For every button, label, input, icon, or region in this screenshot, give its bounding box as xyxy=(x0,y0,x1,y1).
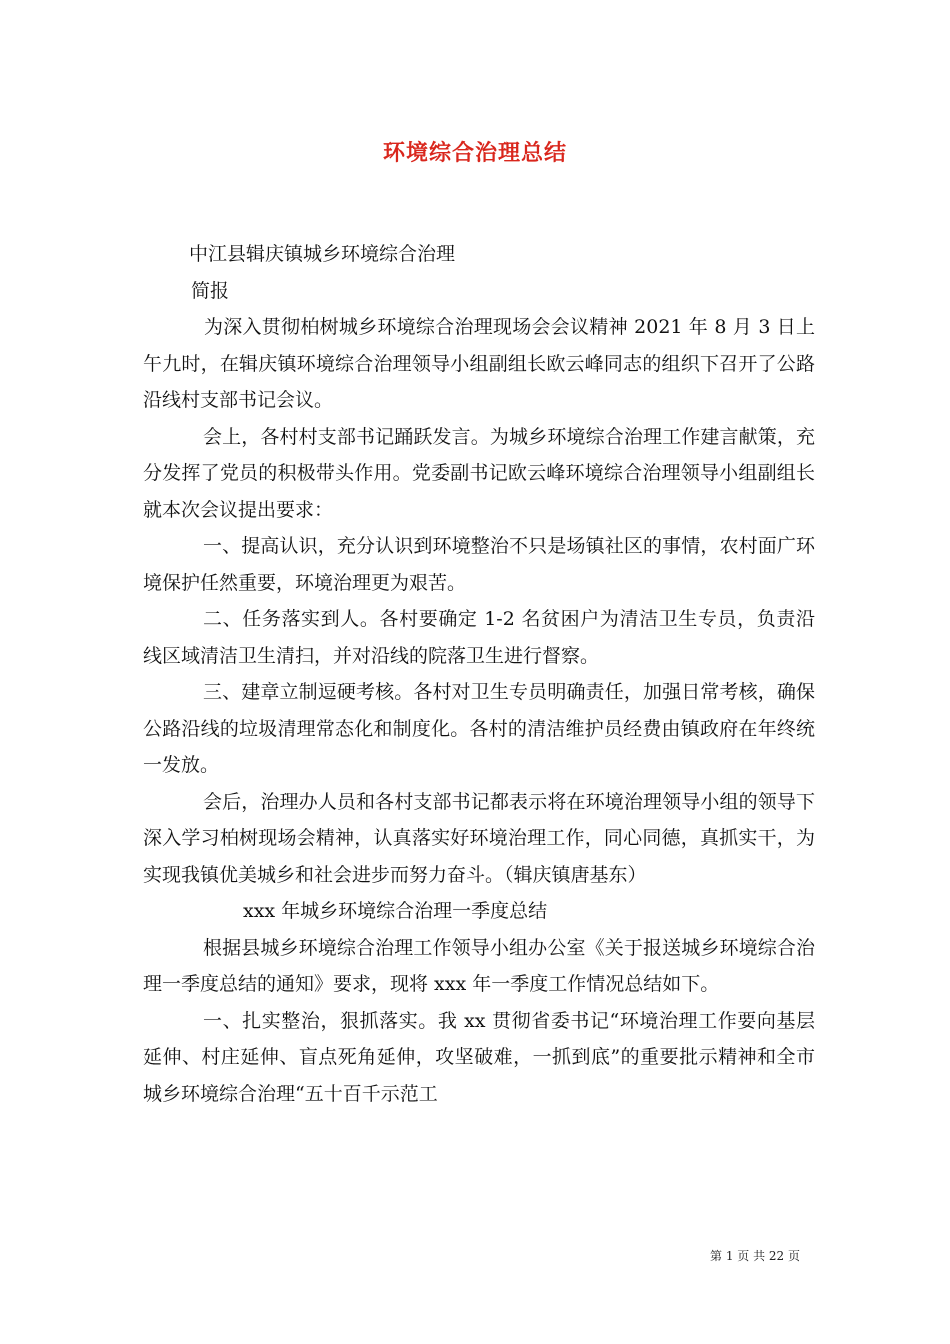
bulletin-subheading: 简报 xyxy=(191,279,230,302)
paragraph: 一、扎实整治，狠抓落实。我 xx 贯彻省委书记“环境治理工作要向基层延伸、村庄延伸、盲点死角延伸，攻坚破难，一抓到底”的重要批示精神和全市城乡环境综合治理“五十百千示范工 xyxy=(143,1009,815,1105)
paragraph: 根据县城乡环境综合治理工作领导小组办公室《关于报送城乡环境综合治理一季度总结的通知》要求，现将 xxx 年一季度工作情况总结如下。 xyxy=(143,936,815,995)
page-title: 环境综合治理总结 xyxy=(382,140,567,166)
document-body xyxy=(143,236,815,1112)
paragraph: 一、提高认识，充分认识到环境整治不只是场镇社区的事情，农村面广环境保护任然重要，环境治理更为艰苦。 xyxy=(143,535,815,594)
paragraph: 二、任务落实到人。各村要确定 1-2 名贫困户为清洁卫生专员，负责沿线区域清洁卫生清扫，并对沿线的院落卫生进行督察。 xyxy=(143,608,815,667)
paragraph: 会后，治理办人员和各村支部书记都表示将在环境治理领导小组的领导下深入学习柏树现场会精神，认真落实好环境治理工作，同心同德，真抓实干，为实现我镇优美城乡和社会进步而努力奋斗。（辑庆镇唐基东） xyxy=(143,790,815,886)
paragraph: 为深入贯彻柏树城乡环境综合治理现场会会议精神 2021 年 8 月 3 日上午九时，在辑庆镇环境综合治理领导小组副组长欧云峰同志的组织下召开了公路沿线村支部书记会议。 xyxy=(143,316,815,411)
page-number: 第 1 页 共 22 页 xyxy=(710,1249,800,1263)
bulletin-heading: 中江县辑庆镇城乡环境综合治理 xyxy=(189,243,456,265)
section-heading: xxx 年城乡环境综合治理一季度总结 xyxy=(243,900,548,922)
paragraph: 会上，各村村支部书记踊跃发言。为城乡环境综合治理工作建言献策，充分发挥了党员的积极带头作用。党委副书记欧云峰环境综合治理领导小组副组长就本次会议提出要求： xyxy=(143,425,815,521)
paragraph: 三、建章立制逗硬考核。各村对卫生专员明确责任，加强日常考核，确保公路沿线的垃圾清理常态化和制度化。各村的清洁维护员经费由镇政府在年终统一发放。 xyxy=(143,681,815,776)
